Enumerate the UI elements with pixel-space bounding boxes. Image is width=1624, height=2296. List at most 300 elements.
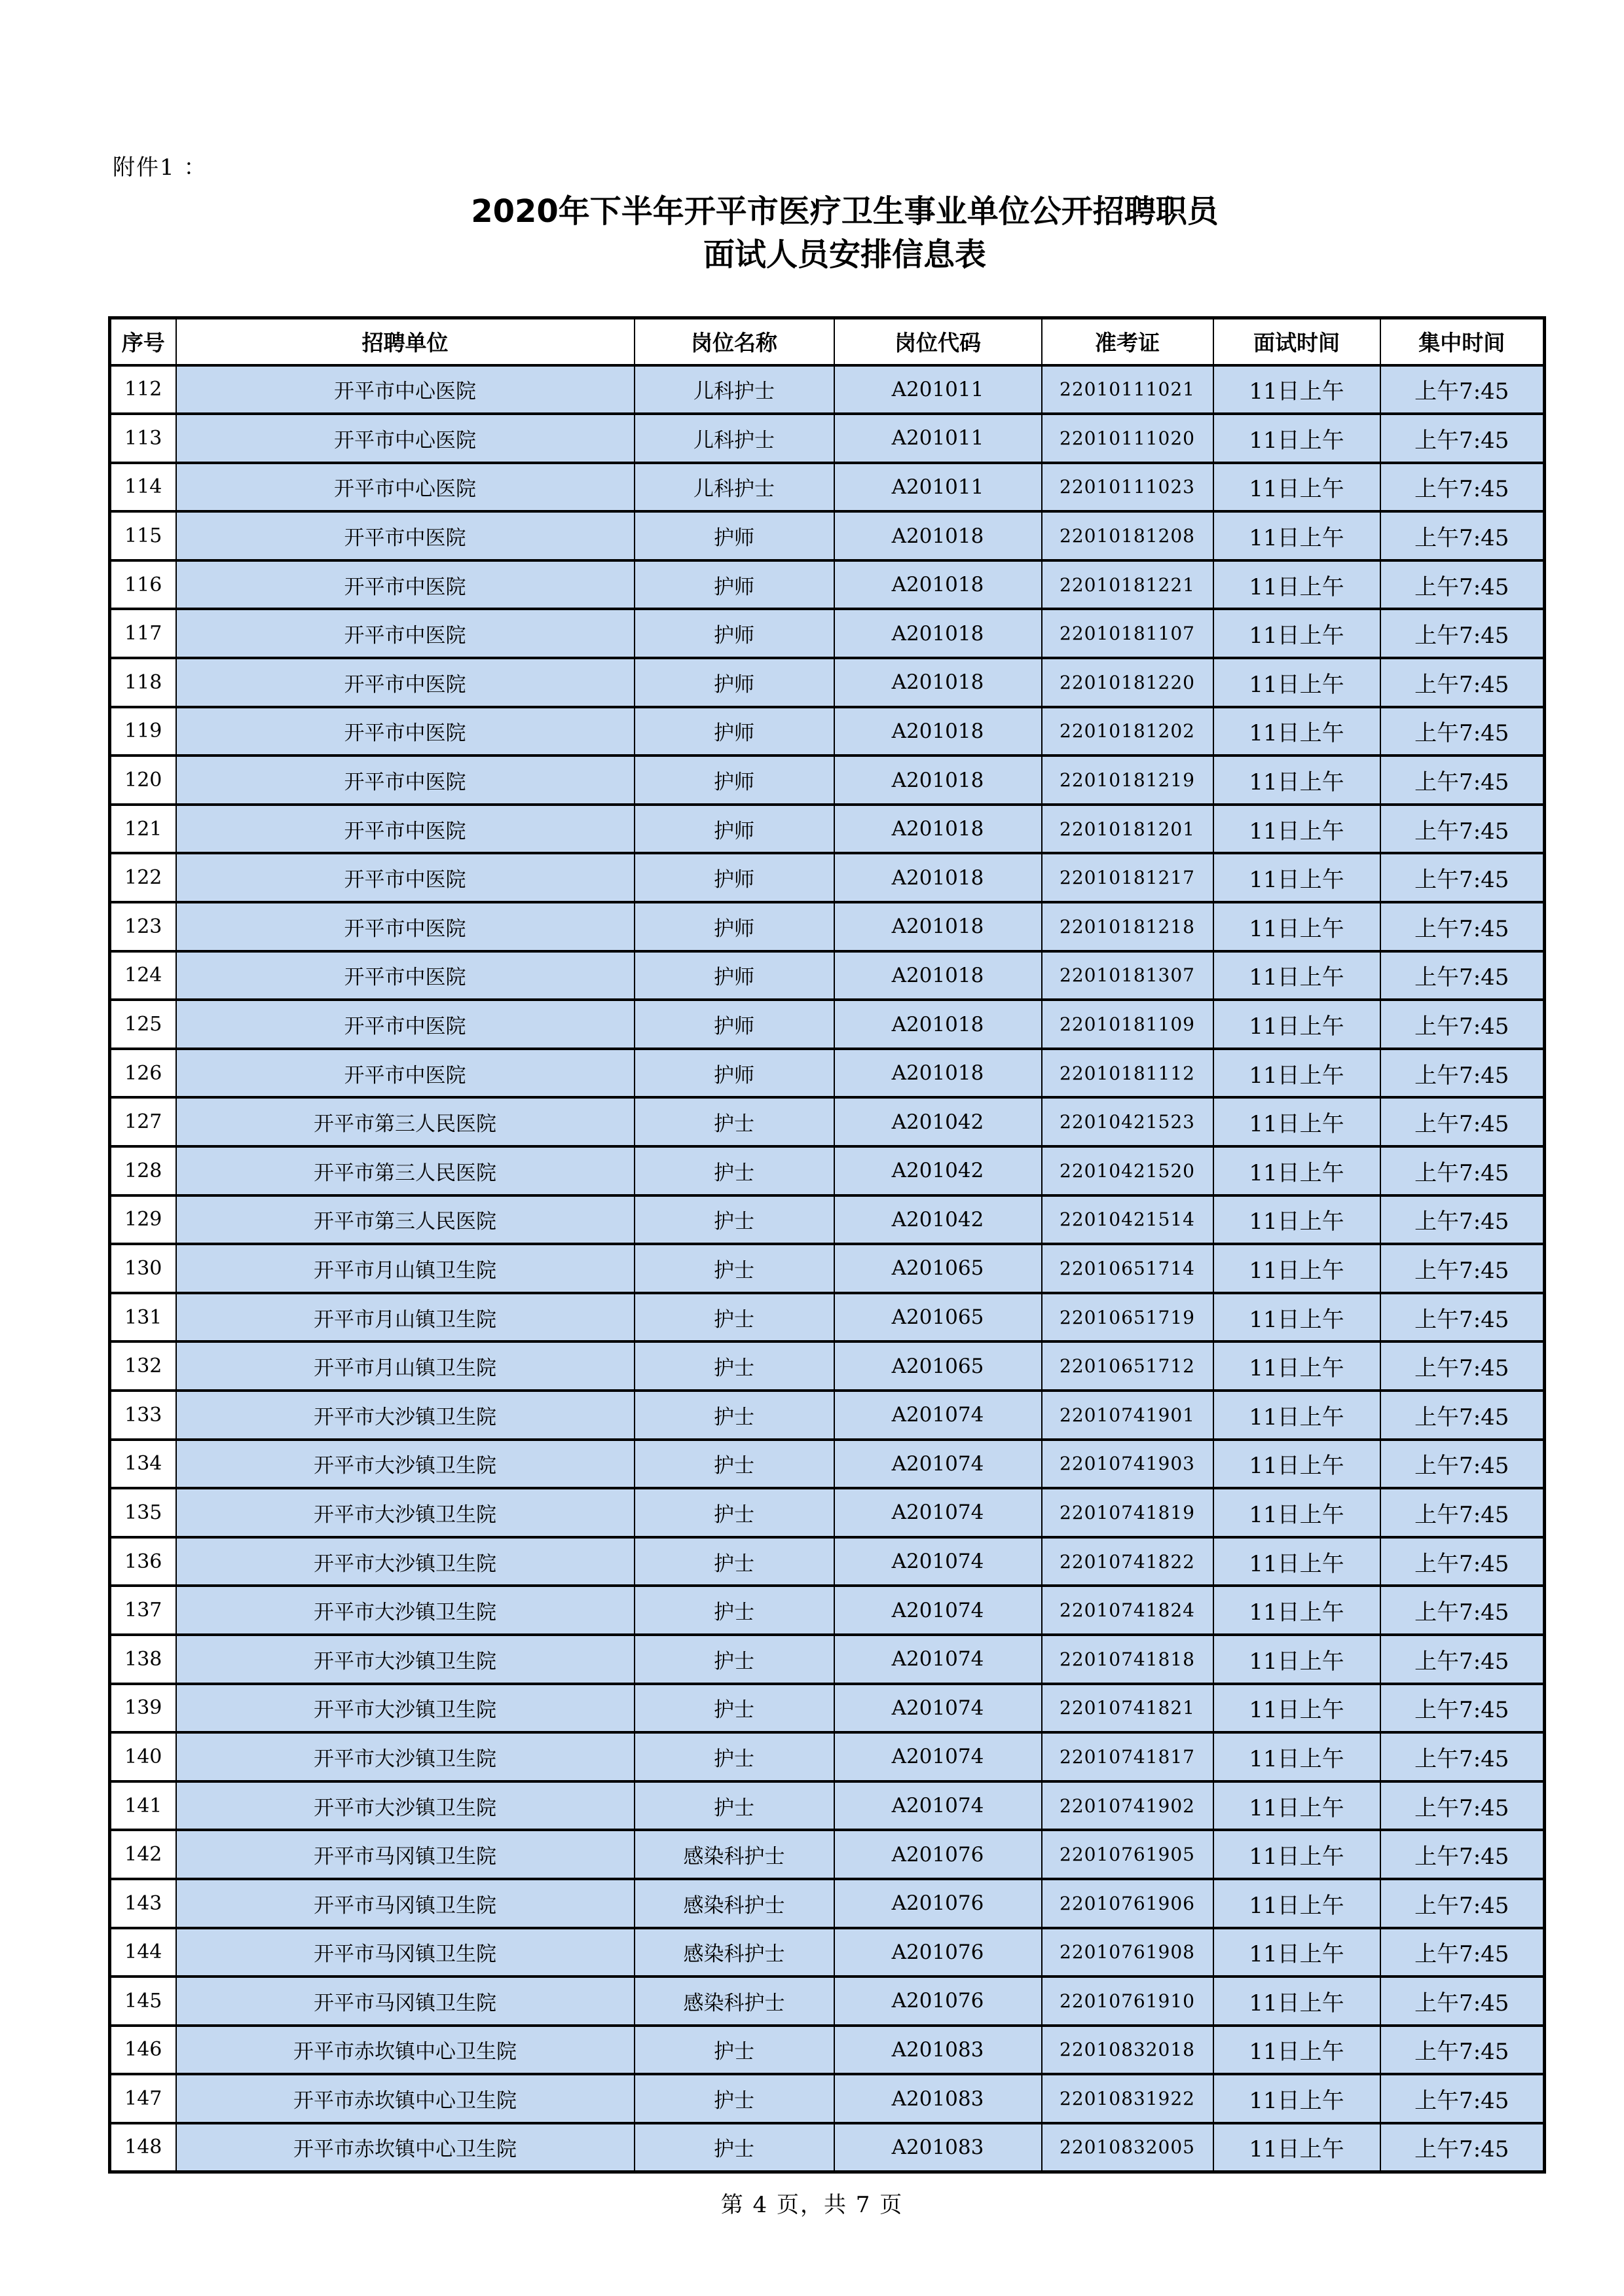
cell-seq: 129 xyxy=(110,1195,176,1245)
table-header-row xyxy=(110,318,1545,365)
cell-code: A201018 xyxy=(834,511,1042,560)
cell-position: 护师 xyxy=(635,1049,834,1098)
cell-position: 儿科护士 xyxy=(635,414,834,463)
table-row xyxy=(110,1341,1545,1391)
cell-ticket: 22010181219 xyxy=(1042,756,1213,805)
cell-unit: 开平市大沙镇卫生院 xyxy=(176,1781,635,1831)
cell-interview-time: 11日上午 xyxy=(1213,414,1380,463)
cell-seq: 133 xyxy=(110,1391,176,1440)
cell-ticket: 22010832005 xyxy=(1042,2123,1213,2172)
cell-gather-time: 上午7:45 xyxy=(1380,414,1545,463)
cell-unit: 开平市马冈镇卫生院 xyxy=(176,1879,635,1928)
cell-unit: 开平市赤坎镇中心卫生院 xyxy=(176,2123,635,2172)
cell-interview-time: 11日上午 xyxy=(1213,756,1380,805)
cell-ticket: 22010761905 xyxy=(1042,1830,1213,1879)
cell-gather-time: 上午7:45 xyxy=(1380,609,1545,658)
cell-ticket: 22010761908 xyxy=(1042,1928,1213,1977)
table-row xyxy=(110,1781,1545,1831)
cell-unit: 开平市中医院 xyxy=(176,756,635,805)
cell-code: A201065 xyxy=(834,1244,1042,1293)
cell-gather-time: 上午7:45 xyxy=(1380,1097,1545,1146)
cell-gather-time: 上午7:45 xyxy=(1380,1830,1545,1879)
cell-interview-time: 11日上午 xyxy=(1213,560,1380,610)
cell-ticket: 22010831922 xyxy=(1042,2074,1213,2123)
table-row xyxy=(110,1684,1545,1733)
table-row xyxy=(110,805,1545,854)
cell-gather-time: 上午7:45 xyxy=(1380,1732,1545,1781)
cell-position: 护师 xyxy=(635,1000,834,1049)
cell-ticket: 22010651712 xyxy=(1042,1341,1213,1391)
cell-position: 儿科护士 xyxy=(635,365,834,414)
cell-interview-time: 11日上午 xyxy=(1213,463,1380,512)
cell-ticket: 22010741903 xyxy=(1042,1440,1213,1489)
cell-ticket: 22010741817 xyxy=(1042,1732,1213,1781)
cell-code: A201042 xyxy=(834,1195,1042,1245)
cell-ticket: 22010181112 xyxy=(1042,1049,1213,1098)
cell-gather-time: 上午7:45 xyxy=(1380,1195,1545,1245)
table-row xyxy=(110,1440,1545,1489)
header-gather-time: 集中时间 xyxy=(1380,318,1545,365)
cell-seq: 125 xyxy=(110,1000,176,1049)
table-row xyxy=(110,2026,1545,2075)
cell-code: A201018 xyxy=(834,1049,1042,1098)
cell-ticket: 22010761906 xyxy=(1042,1879,1213,1928)
cell-interview-time: 11日上午 xyxy=(1213,511,1380,560)
cell-seq: 137 xyxy=(110,1586,176,1635)
cell-interview-time: 11日上午 xyxy=(1213,1000,1380,1049)
cell-position: 护士 xyxy=(635,1195,834,1245)
cell-unit: 开平市第三人民医院 xyxy=(176,1195,635,1245)
cell-seq: 115 xyxy=(110,511,176,560)
cell-position: 护士 xyxy=(635,1537,834,1586)
cell-position: 护师 xyxy=(635,805,834,854)
cell-gather-time: 上午7:45 xyxy=(1380,658,1545,707)
cell-seq: 117 xyxy=(110,609,176,658)
table-row xyxy=(110,756,1545,805)
cell-unit: 开平市中心医院 xyxy=(176,365,635,414)
cell-gather-time: 上午7:45 xyxy=(1380,951,1545,1000)
cell-gather-time: 上午7:45 xyxy=(1380,463,1545,512)
cell-interview-time: 11日上午 xyxy=(1213,1537,1380,1586)
table-row xyxy=(110,1928,1545,1977)
cell-interview-time: 11日上午 xyxy=(1213,658,1380,707)
table-row xyxy=(110,1244,1545,1293)
cell-code: A201011 xyxy=(834,463,1042,512)
cell-seq: 135 xyxy=(110,1488,176,1537)
cell-seq: 143 xyxy=(110,1879,176,1928)
table-row xyxy=(110,902,1545,951)
cell-position: 护士 xyxy=(635,1635,834,1684)
table-row xyxy=(110,1879,1545,1928)
cell-unit: 开平市马冈镇卫生院 xyxy=(176,1928,635,1977)
cell-ticket: 22010741822 xyxy=(1042,1537,1213,1586)
cell-position: 护师 xyxy=(635,658,834,707)
cell-gather-time: 上午7:45 xyxy=(1380,1440,1545,1489)
cell-position: 护师 xyxy=(635,756,834,805)
cell-interview-time: 11日上午 xyxy=(1213,1781,1380,1831)
table-row xyxy=(110,1537,1545,1586)
cell-gather-time: 上午7:45 xyxy=(1380,2123,1545,2172)
interview-schedule-table xyxy=(108,316,1546,2174)
cell-ticket: 22010181201 xyxy=(1042,805,1213,854)
cell-gather-time: 上午7:45 xyxy=(1380,1977,1545,2026)
cell-gather-time: 上午7:45 xyxy=(1380,1781,1545,1831)
cell-interview-time: 11日上午 xyxy=(1213,1684,1380,1733)
cell-code: A201018 xyxy=(834,951,1042,1000)
cell-unit: 开平市中心医院 xyxy=(176,414,635,463)
cell-gather-time: 上午7:45 xyxy=(1380,1146,1545,1195)
cell-ticket: 22010421520 xyxy=(1042,1146,1213,1195)
table-row xyxy=(110,1635,1545,1684)
cell-interview-time: 11日上午 xyxy=(1213,1928,1380,1977)
table-row xyxy=(110,1586,1545,1635)
cell-interview-time: 11日上午 xyxy=(1213,1440,1380,1489)
cell-seq: 139 xyxy=(110,1684,176,1733)
cell-position: 感染科护士 xyxy=(635,1928,834,1977)
table-row xyxy=(110,1391,1545,1440)
header-ticket: 准考证 xyxy=(1042,318,1213,365)
cell-seq: 112 xyxy=(110,365,176,414)
cell-ticket: 22010181220 xyxy=(1042,658,1213,707)
cell-ticket: 22010181218 xyxy=(1042,902,1213,951)
cell-code: A201074 xyxy=(834,1586,1042,1635)
cell-position: 护师 xyxy=(635,853,834,902)
cell-seq: 113 xyxy=(110,414,176,463)
cell-ticket: 22010741819 xyxy=(1042,1488,1213,1537)
cell-code: A201074 xyxy=(834,1684,1042,1733)
cell-code: A201011 xyxy=(834,414,1042,463)
cell-position: 护师 xyxy=(635,560,834,610)
cell-interview-time: 11日上午 xyxy=(1213,1244,1380,1293)
cell-ticket: 22010181202 xyxy=(1042,707,1213,756)
header-interview-time: 面试时间 xyxy=(1213,318,1380,365)
header-unit: 招聘单位 xyxy=(176,318,635,365)
cell-position: 护士 xyxy=(635,1341,834,1391)
cell-seq: 146 xyxy=(110,2026,176,2075)
cell-code: A201018 xyxy=(834,707,1042,756)
cell-unit: 开平市大沙镇卫生院 xyxy=(176,1732,635,1781)
cell-unit: 开平市大沙镇卫生院 xyxy=(176,1440,635,1489)
table-row xyxy=(110,1195,1545,1245)
cell-unit: 开平市大沙镇卫生院 xyxy=(176,1586,635,1635)
attachment-label: 附件1 ： xyxy=(113,155,208,181)
cell-code: A201074 xyxy=(834,1635,1042,1684)
cell-interview-time: 11日上午 xyxy=(1213,1195,1380,1245)
cell-gather-time: 上午7:45 xyxy=(1380,1391,1545,1440)
cell-unit: 开平市中医院 xyxy=(176,658,635,707)
cell-position: 护师 xyxy=(635,707,834,756)
table-row xyxy=(110,1000,1545,1049)
cell-code: A201018 xyxy=(834,1000,1042,1049)
cell-seq: 144 xyxy=(110,1928,176,1977)
cell-seq: 140 xyxy=(110,1732,176,1781)
table-row xyxy=(110,463,1545,512)
table-row xyxy=(110,1146,1545,1195)
cell-code: A201083 xyxy=(834,2026,1042,2075)
cell-unit: 开平市赤坎镇中心卫生院 xyxy=(176,2074,635,2123)
cell-position: 护师 xyxy=(635,511,834,560)
cell-interview-time: 11日上午 xyxy=(1213,1732,1380,1781)
table-row xyxy=(110,609,1545,658)
cell-unit: 开平市赤坎镇中心卫生院 xyxy=(176,2026,635,2075)
cell-code: A201074 xyxy=(834,1391,1042,1440)
cell-seq: 124 xyxy=(110,951,176,1000)
cell-unit: 开平市月山镇卫生院 xyxy=(176,1341,635,1391)
cell-gather-time: 上午7:45 xyxy=(1380,707,1545,756)
cell-seq: 131 xyxy=(110,1293,176,1342)
cell-position: 护士 xyxy=(635,1781,834,1831)
cell-gather-time: 上午7:45 xyxy=(1380,1586,1545,1635)
cell-unit: 开平市中医院 xyxy=(176,805,635,854)
cell-gather-time: 上午7:45 xyxy=(1380,2026,1545,2075)
cell-position: 护士 xyxy=(635,1244,834,1293)
cell-gather-time: 上午7:45 xyxy=(1380,1049,1545,1098)
cell-gather-time: 上午7:45 xyxy=(1380,1488,1545,1537)
cell-gather-time: 上午7:45 xyxy=(1380,1928,1545,1977)
cell-position: 感染科护士 xyxy=(635,1977,834,2026)
table-row xyxy=(110,1488,1545,1537)
cell-seq: 132 xyxy=(110,1341,176,1391)
cell-gather-time: 上午7:45 xyxy=(1380,1341,1545,1391)
cell-unit: 开平市中医院 xyxy=(176,951,635,1000)
cell-unit: 开平市中医院 xyxy=(176,1049,635,1098)
table-row xyxy=(110,658,1545,707)
table-row xyxy=(110,1732,1545,1781)
cell-gather-time: 上午7:45 xyxy=(1380,1635,1545,1684)
cell-ticket: 22010421514 xyxy=(1042,1195,1213,1245)
cell-code: A201018 xyxy=(834,853,1042,902)
cell-seq: 118 xyxy=(110,658,176,707)
cell-position: 护士 xyxy=(635,1586,834,1635)
cell-interview-time: 11日上午 xyxy=(1213,1293,1380,1342)
cell-gather-time: 上午7:45 xyxy=(1380,511,1545,560)
cell-code: A201011 xyxy=(834,365,1042,414)
cell-position: 护士 xyxy=(635,2026,834,2075)
cell-code: A201018 xyxy=(834,658,1042,707)
cell-unit: 开平市中医院 xyxy=(176,853,635,902)
cell-seq: 138 xyxy=(110,1635,176,1684)
cell-ticket: 22010181217 xyxy=(1042,853,1213,902)
cell-ticket: 22010651714 xyxy=(1042,1244,1213,1293)
cell-ticket: 22010181208 xyxy=(1042,511,1213,560)
cell-unit: 开平市中心医院 xyxy=(176,463,635,512)
cell-interview-time: 11日上午 xyxy=(1213,1146,1380,1195)
cell-ticket: 22010181307 xyxy=(1042,951,1213,1000)
cell-ticket: 22010181107 xyxy=(1042,609,1213,658)
cell-position: 护师 xyxy=(635,609,834,658)
cell-interview-time: 11日上午 xyxy=(1213,1341,1380,1391)
cell-ticket: 22010181109 xyxy=(1042,1000,1213,1049)
cell-interview-time: 11日上午 xyxy=(1213,1049,1380,1098)
cell-code: A201074 xyxy=(834,1732,1042,1781)
cell-ticket: 22010741824 xyxy=(1042,1586,1213,1635)
cell-gather-time: 上午7:45 xyxy=(1380,2074,1545,2123)
cell-seq: 126 xyxy=(110,1049,176,1098)
cell-position: 护士 xyxy=(635,2123,834,2172)
cell-seq: 134 xyxy=(110,1440,176,1489)
cell-seq: 119 xyxy=(110,707,176,756)
cell-interview-time: 11日上午 xyxy=(1213,1488,1380,1537)
cell-seq: 148 xyxy=(110,2123,176,2172)
cell-ticket: 22010111020 xyxy=(1042,414,1213,463)
cell-code: A201018 xyxy=(834,560,1042,610)
table-row xyxy=(110,560,1545,610)
cell-code: A201083 xyxy=(834,2123,1042,2172)
cell-position: 护士 xyxy=(635,2074,834,2123)
cell-code: A201042 xyxy=(834,1146,1042,1195)
cell-ticket: 22010741902 xyxy=(1042,1781,1213,1831)
cell-position: 护士 xyxy=(635,1684,834,1733)
cell-code: A201076 xyxy=(834,1830,1042,1879)
cell-gather-time: 上午7:45 xyxy=(1380,1293,1545,1342)
cell-interview-time: 11日上午 xyxy=(1213,609,1380,658)
cell-seq: 120 xyxy=(110,756,176,805)
header-code: 岗位代码 xyxy=(834,318,1042,365)
cell-unit: 开平市中医院 xyxy=(176,707,635,756)
cell-unit: 开平市中医院 xyxy=(176,902,635,951)
cell-interview-time: 11日上午 xyxy=(1213,1879,1380,1928)
cell-interview-time: 11日上午 xyxy=(1213,1586,1380,1635)
cell-ticket: 22010741818 xyxy=(1042,1635,1213,1684)
cell-gather-time: 上午7:45 xyxy=(1380,805,1545,854)
cell-ticket: 22010111021 xyxy=(1042,365,1213,414)
table-row xyxy=(110,853,1545,902)
cell-interview-time: 11日上午 xyxy=(1213,1391,1380,1440)
cell-interview-time: 11日上午 xyxy=(1213,707,1380,756)
cell-seq: 121 xyxy=(110,805,176,854)
table-row xyxy=(110,414,1545,463)
cell-gather-time: 上午7:45 xyxy=(1380,1000,1545,1049)
table-row xyxy=(110,707,1545,756)
cell-unit: 开平市马冈镇卫生院 xyxy=(176,1830,635,1879)
header-seq: 序号 xyxy=(110,318,176,365)
cell-ticket: 22010421523 xyxy=(1042,1097,1213,1146)
cell-seq: 116 xyxy=(110,560,176,610)
cell-ticket: 22010111023 xyxy=(1042,463,1213,512)
cell-code: A201074 xyxy=(834,1781,1042,1831)
cell-code: A201018 xyxy=(834,902,1042,951)
cell-interview-time: 11日上午 xyxy=(1213,902,1380,951)
cell-code: A201076 xyxy=(834,1879,1042,1928)
cell-code: A201065 xyxy=(834,1341,1042,1391)
cell-position: 护士 xyxy=(635,1488,834,1537)
cell-unit: 开平市大沙镇卫生院 xyxy=(176,1537,635,1586)
cell-code: A201018 xyxy=(834,805,1042,854)
cell-unit: 开平市中医院 xyxy=(176,511,635,560)
table-row xyxy=(110,1977,1545,2026)
cell-seq: 123 xyxy=(110,902,176,951)
table-row xyxy=(110,511,1545,560)
cell-position: 护师 xyxy=(635,951,834,1000)
cell-code: A201074 xyxy=(834,1440,1042,1489)
cell-position: 护士 xyxy=(635,1146,834,1195)
cell-seq: 127 xyxy=(110,1097,176,1146)
cell-gather-time: 上午7:45 xyxy=(1380,365,1545,414)
cell-unit: 开平市第三人民医院 xyxy=(176,1097,635,1146)
cell-interview-time: 11日上午 xyxy=(1213,1830,1380,1879)
cell-unit: 开平市大沙镇卫生院 xyxy=(176,1488,635,1537)
cell-interview-time: 11日上午 xyxy=(1213,1097,1380,1146)
header-position: 岗位名称 xyxy=(635,318,834,365)
table-row xyxy=(110,365,1545,414)
cell-seq: 142 xyxy=(110,1830,176,1879)
cell-interview-time: 11日上午 xyxy=(1213,2026,1380,2075)
cell-seq: 145 xyxy=(110,1977,176,2026)
cell-gather-time: 上午7:45 xyxy=(1380,560,1545,610)
cell-ticket: 22010761910 xyxy=(1042,1977,1213,2026)
cell-seq: 141 xyxy=(110,1781,176,1831)
page-number: 第 4 页，共 7 页 xyxy=(720,2192,904,2218)
cell-position: 儿科护士 xyxy=(635,463,834,512)
cell-code: A201018 xyxy=(834,756,1042,805)
cell-position: 护师 xyxy=(635,902,834,951)
cell-unit: 开平市大沙镇卫生院 xyxy=(176,1635,635,1684)
cell-code: A201076 xyxy=(834,1928,1042,1977)
cell-position: 护士 xyxy=(635,1391,834,1440)
cell-gather-time: 上午7:45 xyxy=(1380,1684,1545,1733)
cell-unit: 开平市中医院 xyxy=(176,1000,635,1049)
cell-seq: 147 xyxy=(110,2074,176,2123)
cell-unit: 开平市月山镇卫生院 xyxy=(176,1244,635,1293)
cell-interview-time: 11日上午 xyxy=(1213,2123,1380,2172)
cell-gather-time: 上午7:45 xyxy=(1380,853,1545,902)
cell-interview-time: 11日上午 xyxy=(1213,805,1380,854)
cell-interview-time: 11日上午 xyxy=(1213,951,1380,1000)
cell-gather-time: 上午7:45 xyxy=(1380,1879,1545,1928)
table-row xyxy=(110,1097,1545,1146)
cell-position: 感染科护士 xyxy=(635,1830,834,1879)
cell-ticket: 22010741821 xyxy=(1042,1684,1213,1733)
cell-seq: 130 xyxy=(110,1244,176,1293)
cell-ticket: 22010741901 xyxy=(1042,1391,1213,1440)
cell-ticket: 22010832018 xyxy=(1042,2026,1213,2075)
cell-position: 护士 xyxy=(635,1293,834,1342)
table-row xyxy=(110,1049,1545,1098)
cell-code: A201018 xyxy=(834,609,1042,658)
table-body xyxy=(110,365,1545,2172)
cell-position: 护士 xyxy=(635,1097,834,1146)
table-row xyxy=(110,2123,1545,2172)
table-row xyxy=(110,1830,1545,1879)
cell-interview-time: 11日上午 xyxy=(1213,853,1380,902)
cell-seq: 128 xyxy=(110,1146,176,1195)
cell-gather-time: 上午7:45 xyxy=(1380,902,1545,951)
cell-unit: 开平市第三人民医院 xyxy=(176,1146,635,1195)
table-row xyxy=(110,2074,1545,2123)
cell-code: A201042 xyxy=(834,1097,1042,1146)
cell-interview-time: 11日上午 xyxy=(1213,1635,1380,1684)
cell-unit: 开平市马冈镇卫生院 xyxy=(176,1977,635,2026)
cell-gather-time: 上午7:45 xyxy=(1380,1244,1545,1293)
cell-code: A201074 xyxy=(834,1537,1042,1586)
cell-code: A201083 xyxy=(834,2074,1042,2123)
cell-interview-time: 11日上午 xyxy=(1213,365,1380,414)
cell-seq: 114 xyxy=(110,463,176,512)
document-title: 2020年下半年开平市医疗卫生事业单位公开招聘职员 xyxy=(471,193,1219,230)
cell-unit: 开平市大沙镇卫生院 xyxy=(176,1684,635,1733)
document-subtitle: 面试人员安排信息表 xyxy=(703,236,986,273)
cell-code: A201065 xyxy=(834,1293,1042,1342)
cell-unit: 开平市中医院 xyxy=(176,609,635,658)
table-row xyxy=(110,951,1545,1000)
cell-position: 护士 xyxy=(635,1440,834,1489)
cell-code: A201076 xyxy=(834,1977,1042,2026)
cell-code: A201074 xyxy=(834,1488,1042,1537)
cell-position: 感染科护士 xyxy=(635,1879,834,1928)
cell-seq: 122 xyxy=(110,853,176,902)
cell-ticket: 22010181221 xyxy=(1042,560,1213,610)
cell-unit: 开平市大沙镇卫生院 xyxy=(176,1391,635,1440)
